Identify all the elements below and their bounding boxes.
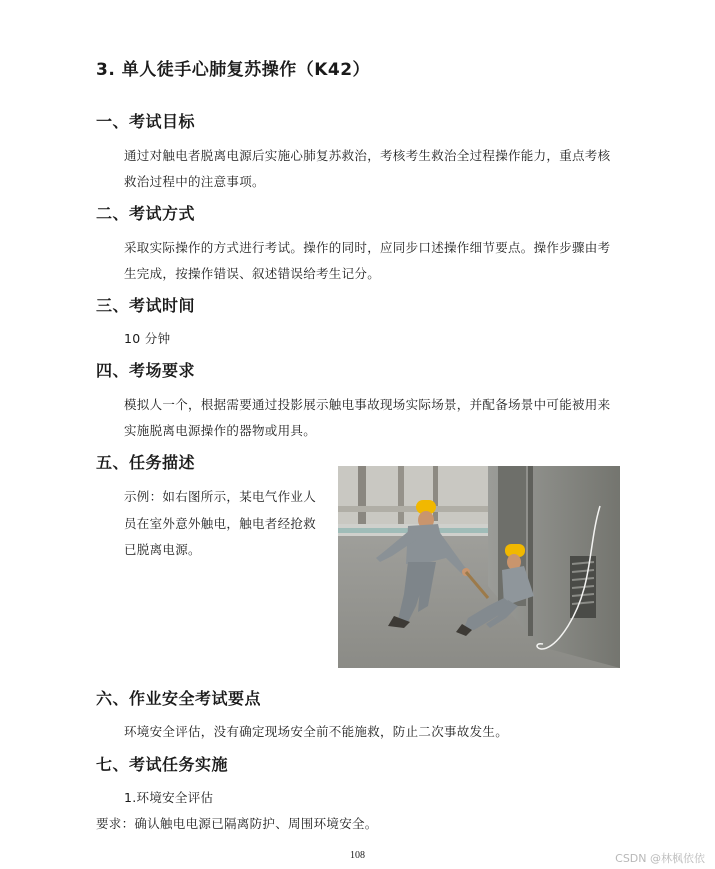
section-body-goal	[96, 143, 620, 195]
paragraph-text: 模拟人一个，根据需要通过投影展示触电事故现场实际场景，并配备场景中可能被用来实施脱离电源操作的器物或用具。	[124, 397, 611, 438]
watermark-text: CSDN @林枫依依	[615, 852, 705, 865]
electrocution-rescue-illustration	[338, 466, 620, 668]
section-heading-method: 二、考试方式	[96, 204, 196, 223]
section-body-time	[96, 326, 620, 352]
paragraph-text: 环境安全评估，没有确定现场安全前不能施救，防止二次事故发生。	[124, 724, 509, 739]
section-body-safety	[96, 719, 620, 745]
paragraph-text: 10 分钟	[124, 331, 171, 346]
paragraph-text: 示例：如右图所示，某电气作业人员在室外意外触电，触电者经抢救已脱离电源。	[124, 489, 317, 557]
scene-photo	[338, 466, 620, 668]
section-body-venue	[96, 392, 620, 444]
section-heading-task: 五、任务描述	[96, 453, 196, 472]
section-body-task	[96, 484, 328, 564]
paragraph-text: 要求：确认触电电源已隔离防护、周围环境安全。	[96, 816, 378, 831]
paragraph-text: 采取实际操作的方式进行考试。操作的同时，应同步口述操作细节要点。操作步骤由考生完成，按操作错误、叙述错误给考生记分。	[124, 240, 611, 281]
section-body-implementation	[96, 785, 620, 837]
section-body-method	[96, 235, 620, 287]
section-heading-venue: 四、考场要求	[96, 361, 196, 380]
subheading-env-assessment: 1.环境安全评估	[124, 790, 214, 805]
document-title: 3. 单人徒手心肺复苏操作（K42）	[96, 60, 371, 80]
section-heading-goal: 一、考试目标	[96, 112, 196, 131]
section-heading-implementation: 七、考试任务实施	[96, 755, 229, 774]
section-heading-time: 三、考试时间	[96, 296, 196, 315]
page-number: 108	[350, 850, 365, 861]
section-heading-safety: 六、作业安全考试要点	[96, 689, 262, 708]
paragraph-text: 通过对触电者脱离电源后实施心肺复苏救治，考核考生救治全过程操作能力，重点考核救治过程中的注意事项。	[124, 148, 611, 189]
